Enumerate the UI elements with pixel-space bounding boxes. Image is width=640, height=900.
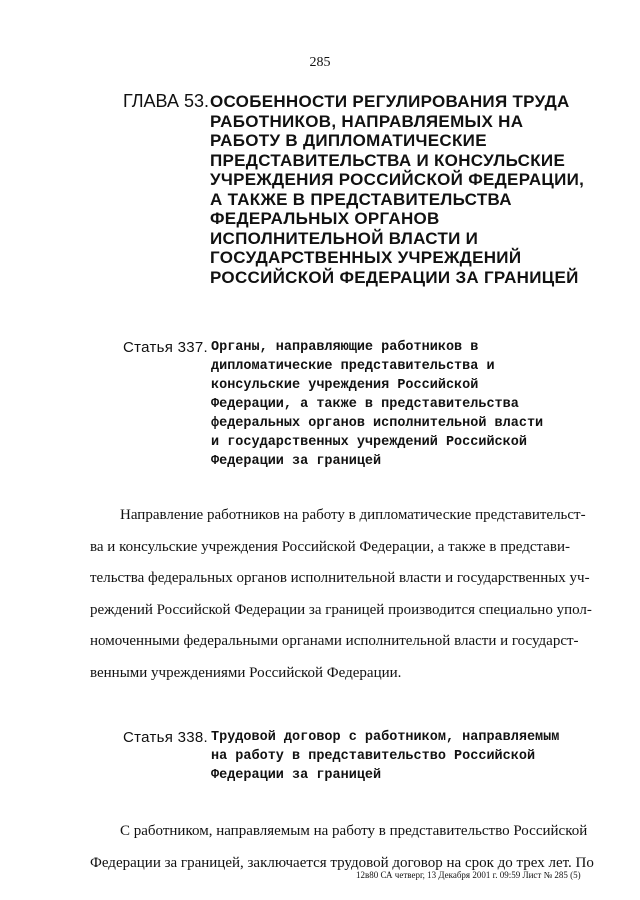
chapter-title-line: РАБОТУ В ДИПЛОМАТИЧЕСКИЕ bbox=[210, 131, 487, 150]
print-footer: 12в80 СА четверг, 13 Декабря 2001 г. 09:59 Лист № 285 (5) bbox=[356, 870, 581, 880]
body-line: номоченными федеральными органами исполнительной власти и государст- bbox=[90, 633, 579, 649]
chapter-title-line: ОСОБЕННОСТИ РЕГУЛИРОВАНИЯ ТРУДА bbox=[210, 92, 570, 111]
article-338-heading bbox=[123, 728, 603, 785]
body-line: реждений Российской Федерации за границей производится специально упол- bbox=[90, 601, 592, 618]
article-title bbox=[211, 338, 543, 471]
article-title bbox=[211, 728, 559, 785]
article-337-heading bbox=[123, 338, 603, 471]
chapter-title bbox=[210, 92, 584, 287]
chapter-title-line: РОССИЙСКОЙ ФЕДЕРАЦИИ ЗА ГРАНИЦЕЙ bbox=[210, 267, 579, 287]
chapter-title-line: ИСПОЛНИТЕЛЬНОЙ ВЛАСТИ И bbox=[210, 228, 479, 248]
article-title-line: Федерации, а также в представительства bbox=[211, 397, 519, 412]
article-title-line: Федерации за границей bbox=[211, 454, 382, 469]
article-title-line: на работу в представительство Российской bbox=[211, 749, 536, 764]
article-label: Статья 338. bbox=[123, 729, 209, 746]
body-line: ва и консульские учреждения Российской Федерации, а также в представи- bbox=[90, 538, 570, 555]
article-title-line: консульские учреждения Российской bbox=[211, 378, 479, 393]
chapter-title-line: УЧРЕЖДЕНИЯ РОССИЙСКОЙ ФЕДЕРАЦИИ, bbox=[210, 170, 585, 189]
article-title-line: дипломатические представительства и bbox=[211, 359, 495, 374]
article-337-body bbox=[90, 500, 605, 689]
article-title-line: федеральных органов исполнительной власти bbox=[211, 416, 544, 431]
article-title-line: Трудовой договор с работником, направляемым bbox=[211, 730, 560, 745]
article-title-line: и государственных учреждений Российской bbox=[211, 435, 527, 450]
body-line: Федерации за границей, заключается трудовой договор на срок до трех лет. По bbox=[90, 854, 594, 871]
chapter-title-line: РАБОТНИКОВ, НАПРАВЛЯЕМЫХ НА bbox=[210, 111, 524, 131]
chapter-title-line: ФЕДЕРАЛЬНЫХ ОРГАНОВ bbox=[210, 209, 440, 228]
article-title-line: Органы, направляющие работников в bbox=[211, 340, 479, 355]
chapter-title-line: А ТАКЖЕ В ПРЕДСТАВИТЕЛЬСТВА bbox=[210, 189, 512, 209]
page-number: 285 bbox=[309, 55, 331, 70]
chapter-label: ГЛАВА 53. bbox=[123, 91, 209, 111]
article-title-line: Федерации за границей bbox=[211, 768, 382, 783]
body-line: тельства федеральных органов исполнительной власти и государственных уч- bbox=[90, 570, 590, 586]
chapter-heading bbox=[123, 92, 603, 287]
body-line: венными учреждениями Российской Федерации. bbox=[90, 664, 402, 681]
body-line: С работником, направляемым на работу в представительство Российской bbox=[120, 823, 588, 839]
body-line: Направление работников на работу в дипломатические представительст- bbox=[120, 507, 586, 523]
chapter-title-line: ГОСУДАРСТВЕННЫХ УЧРЕЖДЕНИЙ bbox=[210, 248, 522, 267]
chapter-title-line: ПРЕДСТАВИТЕЛЬСТВА И КОНСУЛЬСКИЕ bbox=[210, 150, 566, 170]
article-label: Статья 337. bbox=[123, 339, 209, 356]
